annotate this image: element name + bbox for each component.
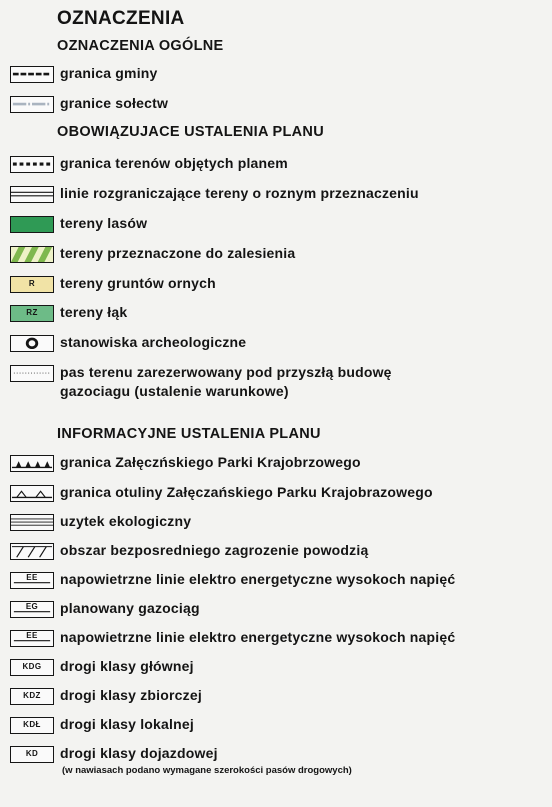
symbol-code: R [28, 279, 36, 288]
buffer-zone-boundary-symbol [10, 485, 54, 502]
legend-row [0, 63, 552, 89]
legend-label: tereny lasów [60, 215, 148, 231]
legend-label: uzytek ekologiczny [60, 513, 192, 529]
legend-label-continued: gazociagu (ustalenie warunkowe) [60, 383, 289, 399]
legend-label: stanowiska archeologiczne [60, 334, 247, 350]
legend-row [0, 452, 552, 478]
symbol-code: KD [25, 749, 39, 758]
legend-label: tereny gruntów ornych [60, 275, 216, 291]
collector-road-symbol [10, 688, 54, 705]
symbol-code: EE [26, 631, 38, 640]
legend-row [0, 685, 552, 711]
legend-row [0, 511, 552, 537]
legend-label: planowany gazociąg [60, 600, 200, 616]
legend-row [0, 302, 552, 328]
legend-row [0, 362, 552, 406]
plan-area-boundary-symbol [10, 156, 54, 173]
legend-label: granica Załęczńskiego Parki Krajobrzowego [60, 454, 361, 470]
legend-footnote: (w nawiasach podano wymagane szerokości pasów drogowych) [62, 765, 352, 776]
legend-label: napowietrzne linie elektro energetyczne wysokoch napięć [60, 571, 456, 587]
legend-label: obszar bezposredniego zagrozenie powodzią [60, 542, 369, 558]
legend-label: drogi klasy lokalnej [60, 716, 194, 732]
symbol-code: EE [26, 573, 38, 582]
legend-row [0, 183, 552, 209]
section-general-heading: OZNACZENIA OGÓLNE [57, 38, 224, 54]
legend-row [0, 93, 552, 119]
legend-row [0, 598, 552, 624]
symbol-code: KDG [22, 662, 42, 671]
legend-row [0, 482, 552, 508]
arable-land-symbol [10, 276, 54, 293]
main-road-symbol [10, 659, 54, 676]
legend-label: linie rozgraniczające tereny o roznym przeznaczeniu [60, 185, 419, 201]
section-info-heading: INFORMACYJNE USTALENIA PLANU [57, 426, 321, 442]
legend-label: napowietrzne linie elektro energetyczne wysokoch napięć [60, 629, 456, 645]
municipal-boundary-symbol [10, 66, 54, 83]
legend-row [0, 540, 552, 566]
archaeological-site-symbol [10, 335, 54, 352]
demarcation-line-symbol [10, 186, 54, 203]
legend-row [0, 714, 552, 740]
legend-label: granica gminy [60, 65, 158, 81]
legend-row [0, 243, 552, 269]
section-binding-heading: OBOWIĄZUJACE USTALENIA PLANU [57, 124, 324, 140]
legend-label: granice sołectw [60, 95, 169, 111]
legend-title: OZNACZENIA [57, 8, 185, 29]
legend-label: drogi klasy zbiorczej [60, 687, 202, 703]
legend-row [0, 332, 552, 358]
legend-label: tereny łąk [60, 304, 128, 320]
symbol-code: EG [25, 602, 39, 611]
legend-label: drogi klasy głównej [60, 658, 194, 674]
forest-symbol [10, 216, 54, 233]
gas-pipeline-reserve-symbol [10, 365, 54, 382]
access-road-symbol [10, 746, 54, 763]
legend-label: drogi klasy dojazdowej [60, 745, 218, 761]
power-line-symbol [10, 572, 54, 589]
legend-label: granica terenów objętych planem [60, 155, 288, 171]
legend-row [0, 656, 552, 682]
legend-label: pas terenu zarezerwowany pod przyszłą budowę [60, 364, 392, 380]
meadow-symbol [10, 305, 54, 322]
village-boundary-symbol [10, 96, 54, 113]
symbol-code: RZ [26, 308, 38, 317]
afforestation-symbol [10, 246, 54, 263]
flood-risk-symbol [10, 543, 54, 560]
local-road-symbol [10, 717, 54, 734]
legend-row [0, 273, 552, 299]
legend-row [0, 213, 552, 239]
legend-row [0, 627, 552, 653]
legend-label: granica otuliny Załęczańskiego Parku Krajobrazowego [60, 484, 433, 500]
legend-label: tereny przeznaczone do zalesienia [60, 245, 296, 261]
legend-row [0, 153, 552, 179]
ecological-area-symbol [10, 514, 54, 531]
symbol-code: KDŁ [23, 720, 41, 729]
power-line-symbol [10, 630, 54, 647]
landscape-park-boundary-symbol [10, 455, 54, 472]
legend-row [0, 569, 552, 595]
symbol-code: KDZ [23, 691, 41, 700]
gas-pipeline-symbol [10, 601, 54, 618]
